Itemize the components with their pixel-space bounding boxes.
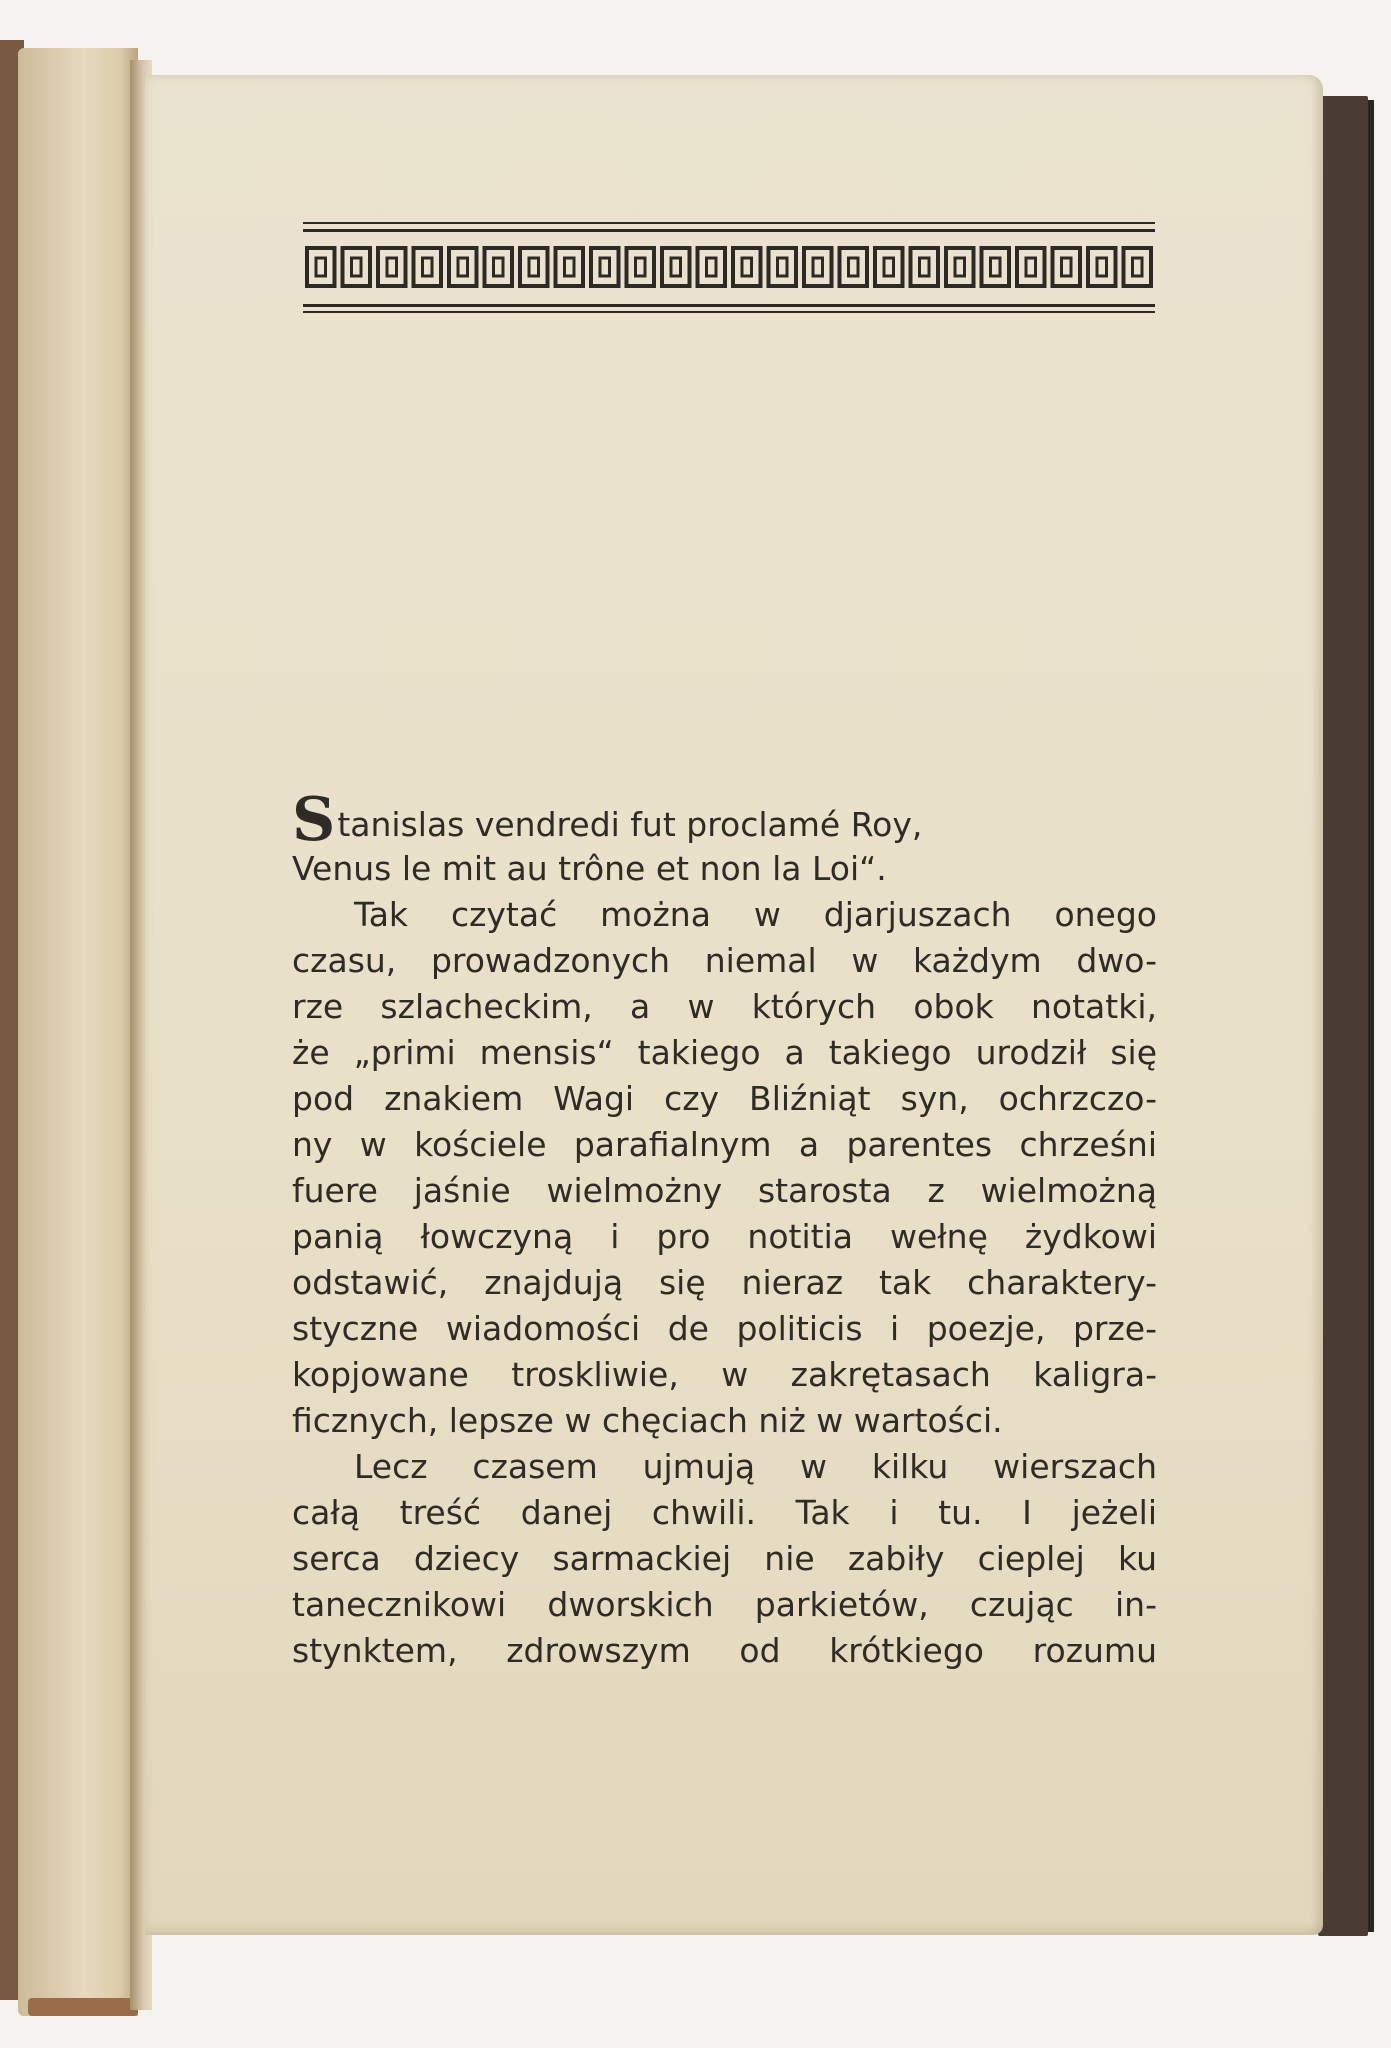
text-line-content: ficznych, lepsze w chęciach niż w wartości.	[292, 1401, 1003, 1440]
text-line-content: tanecznikowi dworskich parkietów, czując in-	[292, 1585, 1157, 1624]
ornament-box-inner	[955, 258, 965, 276]
text-line	[292, 1214, 1157, 1260]
text-line-content: panią łowczyną i pro notitia wełnę żydkowi	[292, 1217, 1157, 1256]
text-line	[292, 1490, 1157, 1536]
text-line	[292, 1076, 1157, 1122]
ornament-box	[449, 248, 477, 286]
back-cover-edge	[1368, 100, 1374, 1932]
text-line	[292, 938, 1157, 984]
left-page-edge	[18, 48, 138, 2016]
ornament-box	[1124, 248, 1152, 286]
text-line-content: ny w kościele parafialnym a parentes chrześni	[292, 1125, 1157, 1164]
ornament-box	[520, 248, 548, 286]
ornament-box-inner	[529, 258, 539, 276]
ornament-box-inner	[742, 258, 752, 276]
text-line-content: odstawić, znajdują się nieraz tak charaktery-	[292, 1263, 1157, 1302]
ornament-box	[591, 248, 619, 286]
ornament-box	[911, 248, 939, 286]
ornament-box	[733, 248, 761, 286]
text-line-content: styczne wiadomości de politicis i poezje, prze-	[292, 1309, 1157, 1348]
text-line-content: czasu, prowadzonych niemal w każdym dwo-	[292, 941, 1157, 980]
ornament-box	[343, 248, 371, 286]
text-line-content: Lecz czasem ujmują w kilku wierszach	[354, 1447, 1157, 1486]
text-line	[292, 1398, 1157, 1444]
ornament-box-inner	[920, 258, 930, 276]
ornament-box	[307, 248, 335, 286]
text-line	[292, 1582, 1157, 1628]
ornament-box	[378, 248, 406, 286]
text-line	[292, 1306, 1157, 1352]
ornament-box	[982, 248, 1010, 286]
text-line-content: kopjowane troskliwie, w zakrętasach kaligra-	[292, 1355, 1157, 1394]
ornament-box-inner	[1097, 258, 1107, 276]
text-line-content: serca dziecy sarmackiej nie zabiły cieplej ku	[292, 1539, 1157, 1578]
ornament-box	[627, 248, 655, 286]
ornament-box	[414, 248, 442, 286]
ornament-box-inner	[352, 258, 362, 276]
text-line-content: całą treść danej chwili. Tak i tu. I jeżeli	[292, 1493, 1157, 1532]
ornament-box	[875, 248, 903, 286]
ornament-box	[698, 248, 726, 286]
text-line	[292, 1260, 1157, 1306]
ornament-box-inner	[671, 258, 681, 276]
text-line-content: stynktem, zdrowszym od krótkiego rozumu	[292, 1631, 1157, 1670]
text-line-content: że „primi mensis“ takiego a takiego urodził się	[292, 1033, 1157, 1072]
text-line	[292, 1030, 1157, 1076]
back-cover	[1318, 96, 1368, 1936]
ornament-box	[840, 248, 868, 286]
text-line	[292, 1168, 1157, 1214]
ornament-box-inner	[1133, 258, 1143, 276]
ornament-box-inner	[636, 258, 646, 276]
text-line-content: fuere jaśnie wielmożny starosta z wielmożną	[292, 1171, 1157, 1210]
ornament-box-inner	[494, 258, 504, 276]
ornament-box	[769, 248, 797, 286]
text-line	[292, 1352, 1157, 1398]
ornament-box-inner	[707, 258, 717, 276]
text-line	[292, 846, 1157, 892]
ornament-box-inner	[991, 258, 1001, 276]
ornament-box-inner	[884, 258, 894, 276]
text-line	[292, 984, 1157, 1030]
text-line	[292, 785, 1157, 855]
ornament-box-inner	[600, 258, 610, 276]
body-text	[292, 785, 1157, 1674]
ornament-box-inner	[813, 258, 823, 276]
ornament-box-inner	[1062, 258, 1072, 276]
text-line-content: Tak czytać można w djarjuszach onego	[354, 895, 1157, 934]
ornament-box-inner	[1026, 258, 1036, 276]
ornament-box-inner	[316, 258, 326, 276]
ornament-box	[556, 248, 584, 286]
ornament-box-inner	[387, 258, 397, 276]
text-line-content: tanislas vendredi fut proclamé Roy,	[337, 805, 923, 844]
ornament-box	[804, 248, 832, 286]
ornament-box	[662, 248, 690, 286]
greek-key-ornament	[303, 222, 1155, 314]
ornament-box	[946, 248, 974, 286]
text-line	[292, 1628, 1157, 1674]
drop-cap: S	[292, 785, 336, 855]
text-line	[292, 1122, 1157, 1168]
ornament-box	[1053, 248, 1081, 286]
text-line	[292, 1444, 1157, 1490]
ornament-box	[485, 248, 513, 286]
text-line-content: pod znakiem Wagi czy Bliźniąt syn, ochrzczo-	[292, 1079, 1157, 1118]
ornament-box-inner	[778, 258, 788, 276]
text-line-content: Venus le mit au trône et non la Loi“.	[292, 849, 887, 888]
ornament-box-inner	[849, 258, 859, 276]
text-line	[292, 892, 1157, 938]
ornament-box-inner	[458, 258, 468, 276]
ornament-box-inner	[423, 258, 433, 276]
ornament-box-inner	[565, 258, 575, 276]
ornament-box	[1017, 248, 1045, 286]
text-line	[292, 1536, 1157, 1582]
ornament-box	[1088, 248, 1116, 286]
text-line-content: rze szlacheckim, a w których obok notatki,	[292, 987, 1157, 1026]
